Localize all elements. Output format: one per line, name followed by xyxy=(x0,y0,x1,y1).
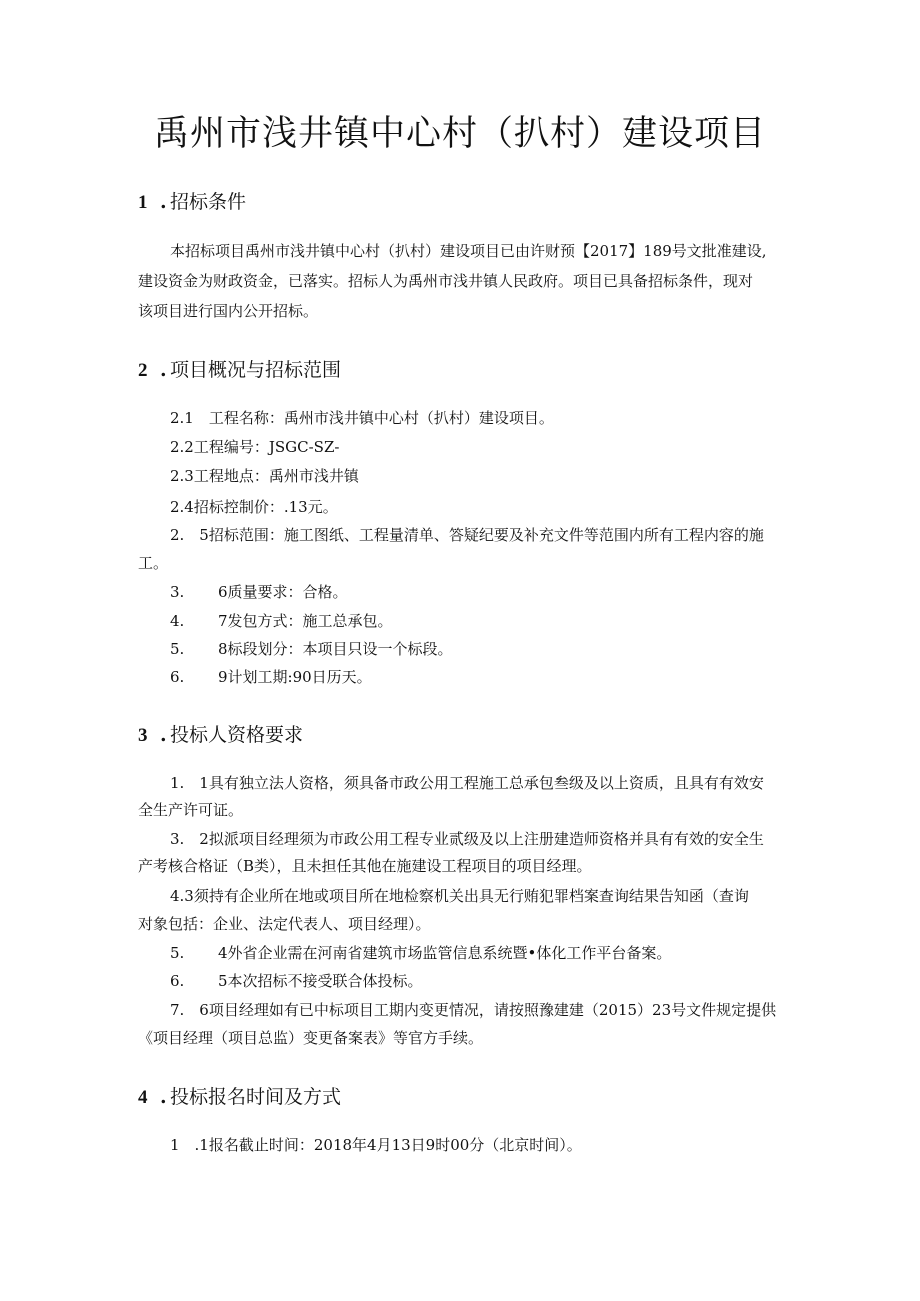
item-text: 9计划工期:90日历天。 xyxy=(218,668,372,686)
list-item xyxy=(170,970,423,992)
list-item-continuation: 工。 xyxy=(138,554,169,572)
list-item: 2.2工程编号：JSGC-SZ- xyxy=(170,438,340,456)
list-item xyxy=(170,942,671,964)
item-text: 8标段划分：本项目只设一个标段。 xyxy=(218,640,453,658)
paragraph-line: 建设资金为财政资金，已落实。招标人为禹州市浅井镇人民政府。项目已具备招标条件，现对 xyxy=(138,272,754,290)
section-number: 1 xyxy=(138,192,148,213)
section-dot: . xyxy=(160,359,167,381)
item-text: 7发包方式：施工总承包。 xyxy=(218,612,393,630)
item-number: 5. xyxy=(170,944,185,962)
paragraph-line: 本招标项目禹州市浅井镇中心村（扒村）建设项目已由许财预【2017】189号文批准建设, xyxy=(170,242,767,260)
list-item: 2.4招标控制价：.13元。 xyxy=(170,498,338,516)
item-number: 5. xyxy=(170,640,185,658)
section-3-heading xyxy=(138,721,303,750)
section-title: 投标报名时间及方式 xyxy=(170,1086,342,1108)
section-title: 投标人资格要求 xyxy=(170,724,304,746)
list-item xyxy=(170,666,372,688)
list-item: 2.3工程地点：禹州市浅井镇 xyxy=(170,467,359,485)
paragraph-line: 4.3须持有企业所在地或项目所在地检察机关出具无行贿犯罪档案查询结果告知函（查询 xyxy=(170,887,749,905)
section-number: 3 xyxy=(138,725,148,746)
paragraph-line: 产考核合格证（B类），且未担任其他在施建设工程项目的项目经理。 xyxy=(138,857,592,875)
list-item: 2.1 工程名称：禹州市浅井镇中心村（扒村）建设项目。 xyxy=(170,409,554,427)
paragraph-line: 该项目进行国内公开招标。 xyxy=(138,302,319,320)
item-number: 6. xyxy=(170,668,185,686)
section-2-heading xyxy=(138,356,341,385)
document-title: 禹州市浅井镇中心村（扒村）建设项目 xyxy=(153,114,766,154)
paragraph-line: 《项目经理（项目总监）变更备案表》等官方手续。 xyxy=(138,1029,484,1047)
section-number: 4 xyxy=(138,1087,148,1108)
list-item: 2. 5招标范围：施工图纸、工程量清单、答疑纪要及补充文件等范围内所有工程内容的施 xyxy=(170,526,764,544)
item-number: 6. xyxy=(170,972,185,990)
paragraph-line: 1. 1具有独立法人资格，须具备市政公用工程施工总承包叁级及以上资质，且具有有效安 xyxy=(170,774,764,792)
list-item xyxy=(170,638,453,660)
section-title: 招标条件 xyxy=(170,191,247,213)
section-dot: . xyxy=(160,724,167,746)
section-number: 2 xyxy=(138,360,148,381)
section-4-heading xyxy=(138,1083,341,1112)
list-item xyxy=(170,581,348,603)
item-text: 4外省企业需在河南省建筑市场监管信息系统暨•体化工作平台备案。 xyxy=(218,944,672,962)
item-number: 3. xyxy=(170,583,185,601)
section-dot: . xyxy=(160,191,167,213)
section-dot: . xyxy=(160,1086,167,1108)
item-number: 4. xyxy=(170,612,185,630)
item-text: 5本次招标不接受联合体投标。 xyxy=(218,972,423,990)
paragraph-line: 1 .1报名截止时间：2018年4月13日9时00分（北京时间）。 xyxy=(170,1136,582,1154)
list-item xyxy=(170,610,393,632)
paragraph-line: 3. 2拟派项目经理须为市政公用工程专业贰级及以上注册建造师资格并具有有效的安全生 xyxy=(170,830,764,848)
section-1-heading xyxy=(138,188,246,217)
paragraph-line: 全生产许可证。 xyxy=(138,801,244,819)
paragraph-line: 7. 6项目经理如有已中标项目工期内变更情况，请按照豫建建（2015）23号文件规定提供 xyxy=(170,1001,777,1019)
section-title: 项目概况与招标范围 xyxy=(170,359,342,381)
item-text: 6质量要求：合格。 xyxy=(218,583,348,601)
paragraph-line: 对象包括：企业、法定代表人、项目经理）。 xyxy=(138,915,431,933)
